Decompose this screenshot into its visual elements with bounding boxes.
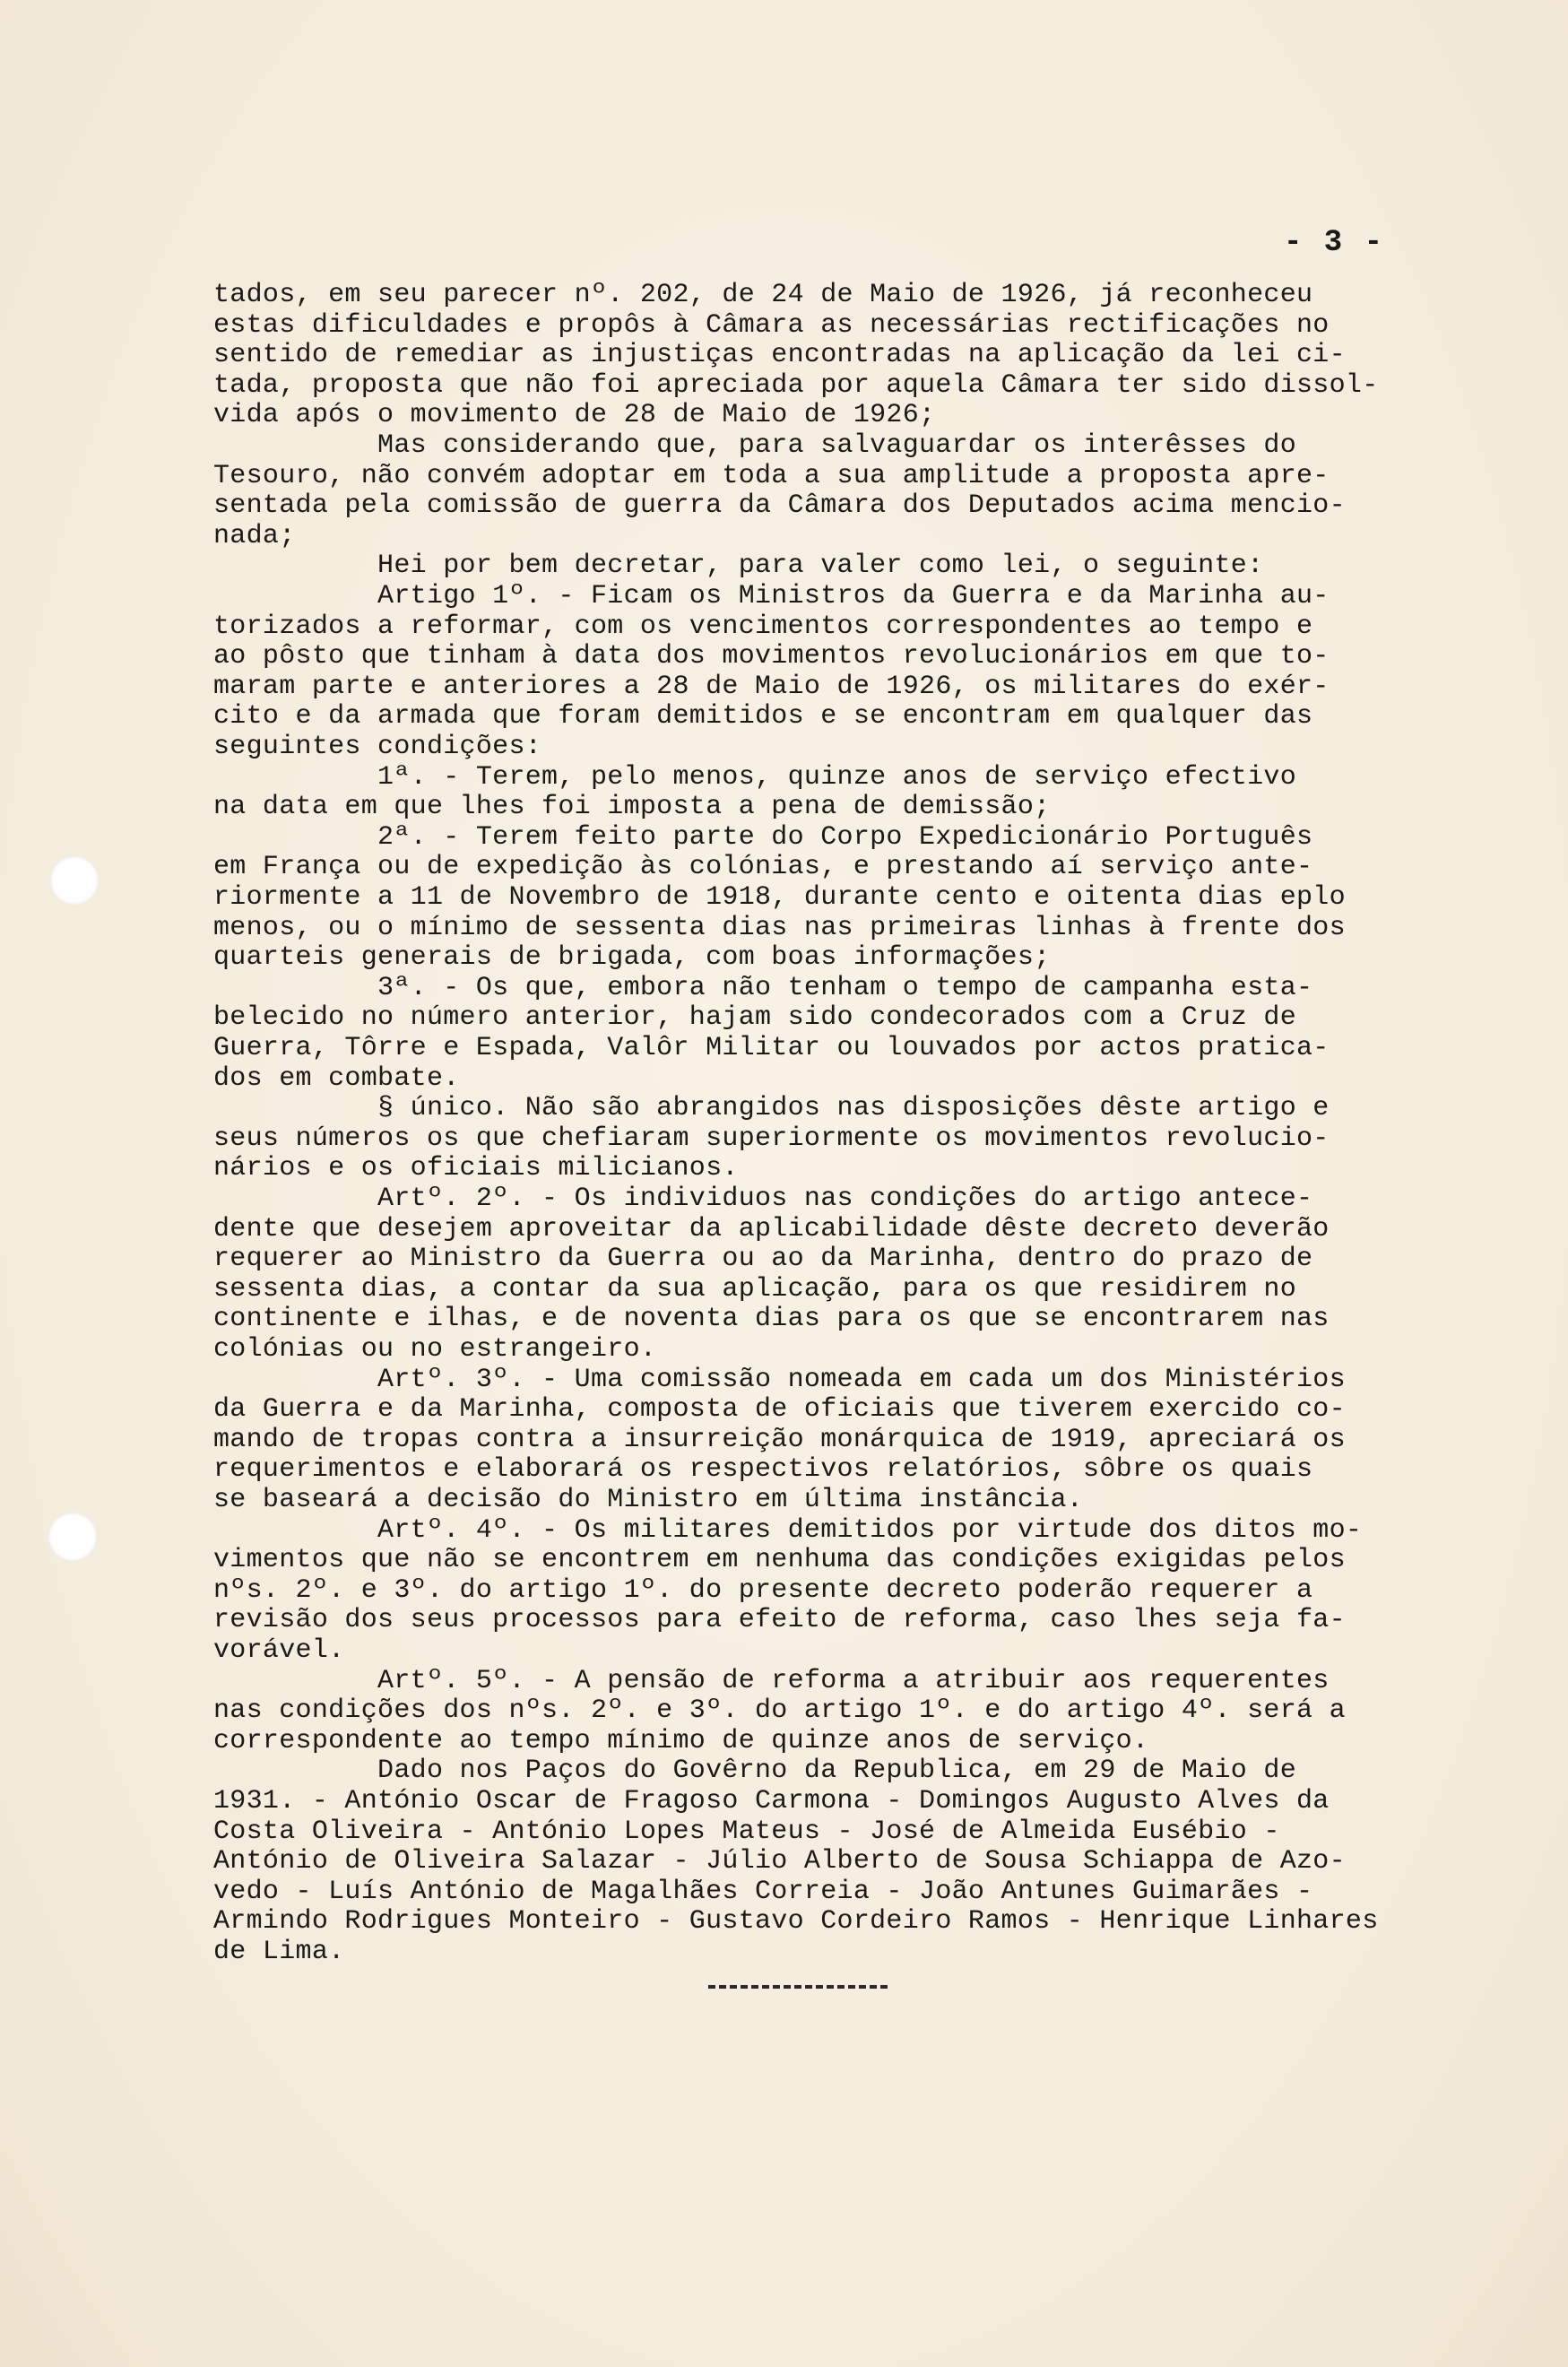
text-line: Artº. 4º. - Os militares demitidos por virtude dos ditos mo- [213, 1514, 1363, 1546]
text-line: tada, proposta que não foi apreciada por aquela Câmara ter sido dissol- [213, 369, 1379, 401]
text-line: se baseará a decisão do Ministro em última instância. [213, 1485, 1084, 1515]
text-line: Armindo Rodrigues Monteiro - Gustavo Cordeiro Ramos - Henrique Linhares [213, 1906, 1379, 1938]
text-line: nários e os oficiais milicianos. [213, 1153, 739, 1184]
text-line: vorável. [213, 1635, 345, 1666]
text-line: em França ou de expedição às colónias, e prestando aí serviço ante- [213, 852, 1313, 883]
text-line: sessenta dias, a contar da sua aplicação, para os que residirem no [213, 1273, 1296, 1305]
text-line: Guerra, Tôrre e Espada, Valôr Militar ou louvados por actos pratica- [213, 1033, 1330, 1063]
text-line: sentido de remediar as injustiças encontradas na aplicação da lei ci- [213, 340, 1346, 371]
text-line: quarteis generais de brigada, com boas informações; [213, 942, 1051, 974]
text-line: maram parte e anteriores a 28 de Maio de 1926, os militares do exér- [213, 671, 1330, 702]
text-line: revisão dos seus processos para efeito de reforma, caso lhes seja fa- [213, 1605, 1346, 1636]
text-line: vida após o movimento de 28 de Maio de 1926; [213, 400, 936, 431]
text-line: de Lima. [213, 1937, 345, 1967]
text-line: colónias ou no estrangeiro. [213, 1334, 657, 1365]
text-line: Mas considerando que, para salvaguardar os interêsses do [213, 430, 1296, 461]
text-line: vedo - Luís António de Magalhães Correia - João Antunes Guimarães - [213, 1876, 1313, 1907]
text-line: continente e ilhas, e de noventa dias para os que se encontrarem nas [213, 1304, 1330, 1335]
text-line: dente que desejem aproveitar da aplicabilidade dêste decreto deverão [213, 1213, 1330, 1244]
text-line: 2ª. - Terem feito parte do Corpo Expedicionário Português [213, 821, 1313, 853]
text-line: mando de tropas contra a insurreição monárquica de 1919, apreciará os [213, 1424, 1346, 1455]
text-line: riormente a 11 de Novembro de 1918, durante cento e oitenta dias eplo [213, 882, 1346, 913]
text-line: torizados a reformar, com os vencimentos correspondentes ao tempo e [213, 611, 1313, 642]
punch-hole-upper [50, 856, 99, 905]
text-line: belecido no número anterior, hajam sido condecorados com a Cruz de [213, 1002, 1296, 1034]
text-line: Artº. 2º. - Os individuos nas condições do artigo antece- [213, 1184, 1313, 1214]
text-line: estas dificuldades e propôs à Câmara as necessárias rectificações no [213, 309, 1330, 341]
text-line: seguintes condições: [213, 732, 542, 762]
text-line: dos em combate. [213, 1062, 460, 1094]
text-line: sentada pela comissão de guerra da Câmara dos Deputados acima mencio- [213, 490, 1346, 522]
text-line: da Guerra e da Marinha, composta de oficiais que tiverem exercido co- [213, 1394, 1346, 1426]
text-line: 1ª. - Terem, pelo menos, quinze anos de serviço efectivo [213, 761, 1296, 793]
text-line: nada; [213, 520, 296, 551]
text-line: Artº. 5º. - A pensão de reforma a atribuir aos requerentes [213, 1665, 1330, 1696]
text-line: correspondente ao tempo mínimo de quinze anos de serviço. [213, 1725, 1149, 1756]
text-line: menos, ou o mínimo de sessenta dias nas primeiras linhas à frente dos [213, 912, 1346, 943]
text-line: Tesouro, não convém adoptar em toda a sua amplitude a proposta apre- [213, 460, 1330, 491]
text-line: vimentos que não se encontrem em nenhuma das condições exigidas pelos [213, 1545, 1346, 1576]
text-line: tados, em seu parecer nº. 202, de 24 de Maio de 1926, já reconheceu [213, 280, 1313, 310]
text-line: Artº. 3º. - Uma comissão nomeada em cada um dos Ministérios [213, 1364, 1346, 1395]
text-line: requerimentos e elaborará os respectivos relatórios, sôbre os quais [213, 1454, 1313, 1486]
text-line: seus números os que chefiaram superiormente os movimentos revolucio- [213, 1123, 1330, 1154]
text-line: Hei por bem decretar, para valer como lei, o seguinte: [213, 551, 1264, 582]
text-line: Costa Oliveira - António Lopes Mateus - José de Almeida Eusébio - [213, 1816, 1280, 1847]
text-line: Artigo 1º. - Ficam os Ministros da Guerra e da Marinha au- [213, 581, 1330, 611]
text-line: cito e da armada que foram demitidos e se encontram em qualquer das [213, 701, 1313, 733]
text-line: 1931. - António Oscar de Fragoso Carmona - Domingos Augusto Alves da [213, 1786, 1330, 1816]
text-line: ao pôsto que tinham à data dos movimentos revolucionários em que to- [213, 641, 1330, 672]
text-line: nºs. 2º. e 3º. do artigo 1º. do presente decreto poderão requerer a [213, 1574, 1313, 1606]
text-line: na data em que lhes foi imposta a pena de demissão; [213, 792, 1051, 823]
text-line: § único. Não são abrangidos nas disposições dêste artigo e [213, 1093, 1330, 1124]
punch-hole-lower [48, 1513, 97, 1561]
text-line: requerer ao Ministro da Guerra ou ao da Marinha, dentro do prazo de [213, 1244, 1313, 1275]
text-line: 3ª. - Os que, embora não tenham o tempo de campanha esta- [213, 972, 1313, 1003]
page-number: - 3 - [1284, 226, 1385, 260]
text-line: António de Oliveira Salazar - Júlio Alberto de Sousa Schiappa de Azo- [213, 1846, 1346, 1877]
closing-rule [708, 1985, 888, 1989]
text-line: Dado nos Paços do Govêrno da Republica, em 29 de Maio de [213, 1756, 1296, 1787]
text-line: nas condições dos nºs. 2º. e 3º. do artigo 1º. e do artigo 4º. será a [213, 1695, 1346, 1727]
